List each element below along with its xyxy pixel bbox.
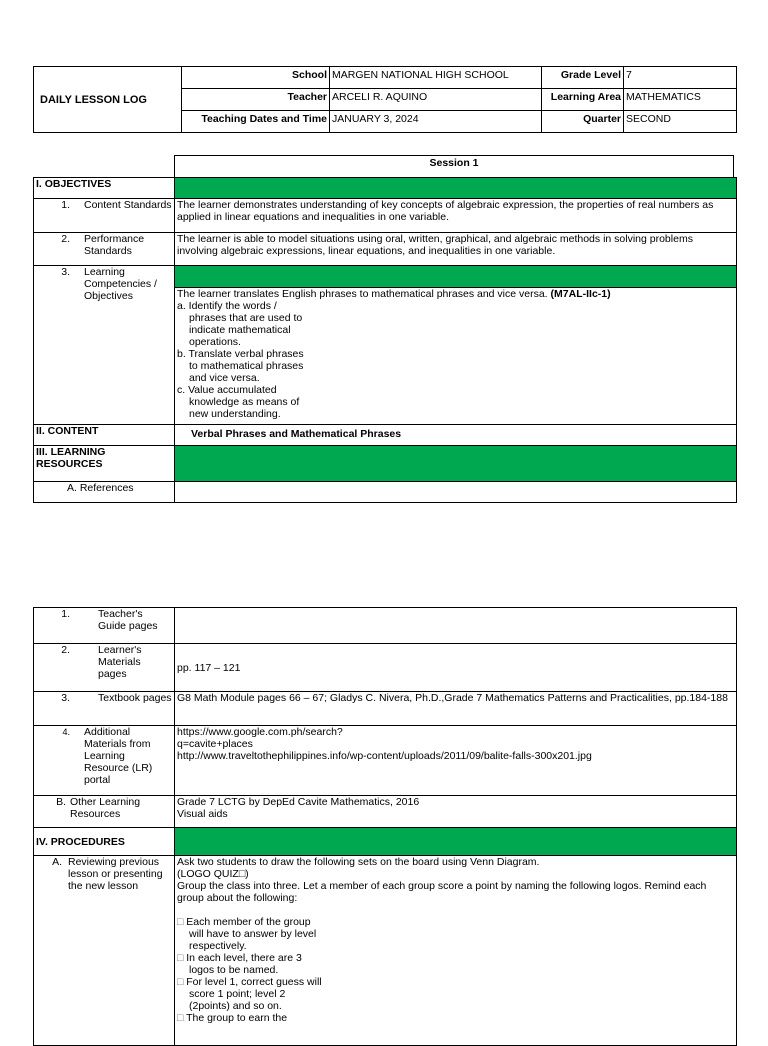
performance-standards-label: Performance Standards <box>84 233 145 257</box>
additional-materials-label: Additional Materials from Learning Resource (LR) portal <box>84 726 153 786</box>
textbook-label-cell <box>34 692 175 726</box>
objectives-table <box>33 177 737 503</box>
teaching-dates-label: Teaching Dates and Time <box>182 111 330 133</box>
reviewing-text-venn: Ask two students to draw the following sets on the board using Venn Diagram. <box>177 856 540 868</box>
teachers-guide-label-cell <box>34 608 175 644</box>
performance-standards-number: 2. <box>61 233 70 245</box>
learning-competencies-label: Learning Competencies / Objectives <box>84 266 157 302</box>
additional-materials-number: 4. <box>62 727 70 737</box>
content-standards-text: The learner demonstrates understanding of key concepts of algebraic expression, the properties of real numbers as applied in linear equations and inequalities in one variable. <box>175 199 737 233</box>
competency-a-line2: phrases that are used to <box>189 312 303 324</box>
other-resources-number: B. <box>56 796 66 808</box>
objectives-heading: I. OBJECTIVES <box>34 178 175 199</box>
other-resources-text-cell <box>175 796 737 828</box>
competency-statement: The learner translates English phrases to mathematical phrases and vice versa. <box>177 288 548 300</box>
learners-materials-label: Learner's Materials pages <box>98 644 142 680</box>
textbook-text: G8 Math Module pages 66 – 67; Gladys C. Nivera, Ph.D.,Grade 7 Mathematics Patterns and Practicalities, pp.184-188 <box>175 692 737 726</box>
header-table <box>33 66 737 133</box>
competency-b-line3: and vice versa. <box>189 372 260 384</box>
competency-c-line3: new understanding. <box>189 408 281 420</box>
teaching-dates-value: JANUARY 3, 2024 <box>330 111 542 133</box>
bullet-text: In each level, there are 3 logos to be named. <box>186 952 302 976</box>
textbook-number: 3. <box>61 692 70 704</box>
competency-a-line3: indicate mathematical <box>189 324 291 336</box>
performance-standards-text: The learner is able to model situations using oral, written, graphical, and algebraic methods in solving problems involving algebraic expressions, linear equations, and inequalities in one variable. <box>175 233 737 266</box>
grade-level-label: Grade Level <box>542 67 624 89</box>
resources-procedures-table <box>33 607 737 1046</box>
bullet-glyph: □ <box>177 1012 184 1024</box>
other-resources-text1: Grade 7 LCTG by DepEd Cavite Mathematics, 2016 <box>177 796 420 808</box>
teacher-label: Teacher <box>182 89 330 111</box>
session-label: Session 1 <box>429 157 479 169</box>
procedures-heading: IV. PROCEDURES <box>34 828 175 856</box>
competency-c-line2: knowledge as means of <box>189 396 300 408</box>
content-standards-label: Content Standards <box>84 199 172 211</box>
reviewing-lesson-text-cell <box>175 856 737 1046</box>
learners-materials-number: 2. <box>61 644 70 656</box>
teachers-guide-value <box>175 608 737 644</box>
bullet-text: The group to earn the <box>186 1012 288 1024</box>
competency-b: b. Translate verbal phrases <box>177 348 304 360</box>
additional-materials-url1: https://www.google.com.ph/search? <box>177 726 343 738</box>
additional-materials-url2: http://www.traveltothephilippines.info/wp-content/uploads/2011/09/balite-falls-300x201.jpg <box>177 750 592 762</box>
performance-standards-label-cell <box>34 233 175 266</box>
bullet-text: Each member of the group will have to answer by level respectively. <box>186 916 317 952</box>
learning-competencies-text-cell <box>175 288 737 425</box>
learning-area-value: MATHEMATICS <box>624 89 737 111</box>
competency-code: (M7AL-IIc-1) <box>550 288 611 300</box>
bullet-glyph: □ <box>177 952 184 964</box>
list-item <box>177 1012 327 1024</box>
learning-competencies-label-cell <box>34 266 175 425</box>
list-item <box>177 916 327 952</box>
reviewing-lesson-number: A. <box>52 856 62 868</box>
additional-materials-url1-cont: q=cavite+places <box>177 738 253 750</box>
reviewing-text-logo-quiz: (LOGO QUIZ□) <box>177 868 249 880</box>
teacher-value: ARCELI R. AQUINO <box>330 89 542 111</box>
quarter-label: Quarter <box>542 111 624 133</box>
textbook-label: Textbook pages <box>98 692 172 704</box>
references-label: A. References <box>34 482 175 503</box>
objectives-green-bar <box>175 178 737 199</box>
other-resources-label: Other Learning Resources <box>70 796 141 820</box>
school-value: MARGEN NATIONAL HIGH SCHOOL <box>330 67 542 89</box>
competency-c: c. Value accumulated <box>177 384 277 396</box>
learning-area-label: Learning Area <box>542 89 624 111</box>
bullet-glyph: □ <box>177 976 184 988</box>
references-value <box>175 482 737 503</box>
session-header <box>174 155 734 178</box>
daily-lesson-log-title: DAILY LESSON LOG <box>34 67 182 133</box>
teachers-guide-number: 1. <box>61 608 70 620</box>
additional-materials-label-cell <box>34 726 175 796</box>
reviewing-lesson-label-cell <box>34 856 175 1046</box>
bullet-glyph: □ <box>177 916 184 928</box>
competency-b-line2: to mathematical phrases <box>189 360 304 372</box>
reviewing-text-group: Group the class into three. Let a member of each group score a point by naming the following logos. Remind each group about the following: <box>177 880 707 904</box>
list-item <box>177 976 327 1012</box>
other-resources-text2: Visual aids <box>177 808 228 820</box>
content-standards-label-cell <box>34 199 175 233</box>
content-standards-number: 1. <box>61 199 70 211</box>
other-resources-label-cell <box>34 796 175 828</box>
additional-materials-text-cell <box>175 726 737 796</box>
content-heading: II. CONTENT <box>34 425 175 446</box>
learners-materials-text: pp. 117 – 121 <box>175 644 737 692</box>
competencies-green-bar <box>175 266 737 288</box>
list-item <box>177 952 327 976</box>
content-text: Verbal Phrases and Mathematical Phrases <box>175 425 737 446</box>
competency-a-line4: operations. <box>189 336 241 348</box>
reviewing-bullet-list <box>177 916 327 1024</box>
competency-a: a. Identify the words / <box>177 300 277 312</box>
grade-level-value: 7 <box>624 67 737 89</box>
school-label: School <box>182 67 330 89</box>
quarter-value: SECOND <box>624 111 737 133</box>
reviewing-lesson-label: Reviewing previous lesson or presenting the new lesson <box>68 856 163 892</box>
learners-materials-label-cell <box>34 644 175 692</box>
procedures-green-bar <box>175 828 737 856</box>
resources-green-bar <box>175 446 737 482</box>
learning-competencies-number: 3. <box>61 266 70 278</box>
teachers-guide-label: Teacher's Guide pages <box>98 608 158 632</box>
learning-resources-heading: III. LEARNING RESOURCES <box>34 446 175 482</box>
bullet-text: For level 1, correct guess will score 1 point; level 2 (2points) and so on. <box>186 976 322 1012</box>
